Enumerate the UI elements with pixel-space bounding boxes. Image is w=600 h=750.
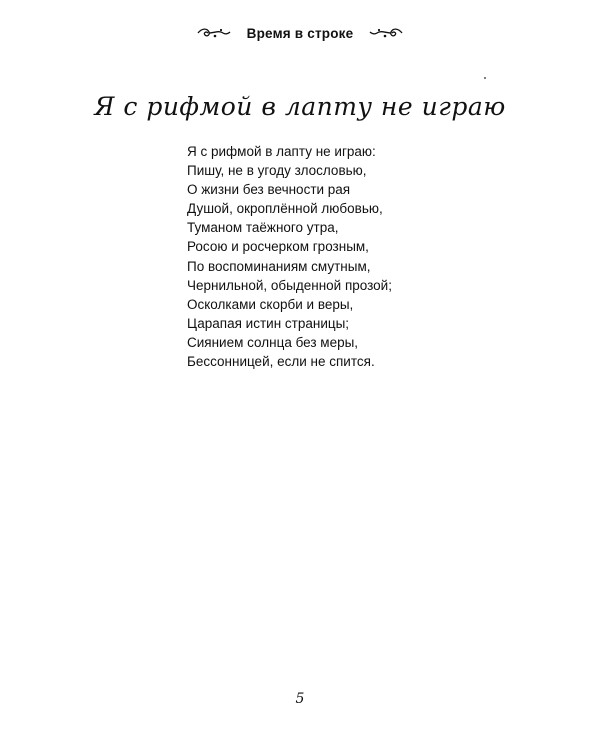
poem-line: Осколками скорби и веры,	[187, 296, 354, 312]
poem-line: Пишу, не в угоду злословью,	[187, 163, 367, 179]
running-header	[0, 22, 600, 44]
poem-title: Я с рифмой в лапту не играю	[94, 92, 506, 121]
poem-line: Туманом таёжного утра,	[187, 220, 339, 236]
poem-line: Царапая истин страницы;	[187, 315, 350, 331]
poem-line: По воспоминаниям смутным,	[187, 258, 371, 274]
poem-line: Сиянием солнца без меры,	[187, 334, 359, 350]
print-speck	[484, 77, 486, 79]
flourish-ornament-icon	[369, 27, 403, 39]
poem-line: О жизни без вечности рая	[187, 182, 351, 198]
flourish-ornament-icon	[197, 27, 231, 39]
poem-body	[187, 142, 527, 371]
poem-line: Чернильной, обыденной прозой;	[187, 277, 392, 293]
poem-line: Росою и росчерком грозным,	[187, 239, 369, 255]
poem-line: Бессонницей, если не спится.	[187, 354, 375, 370]
page-number: 5	[295, 691, 305, 707]
running-title: Время в строке	[246, 25, 354, 41]
poem-line: Я с рифмой в лапту не играю:	[187, 144, 376, 159]
poem-line: Душой, окроплённой любовью,	[187, 201, 383, 217]
